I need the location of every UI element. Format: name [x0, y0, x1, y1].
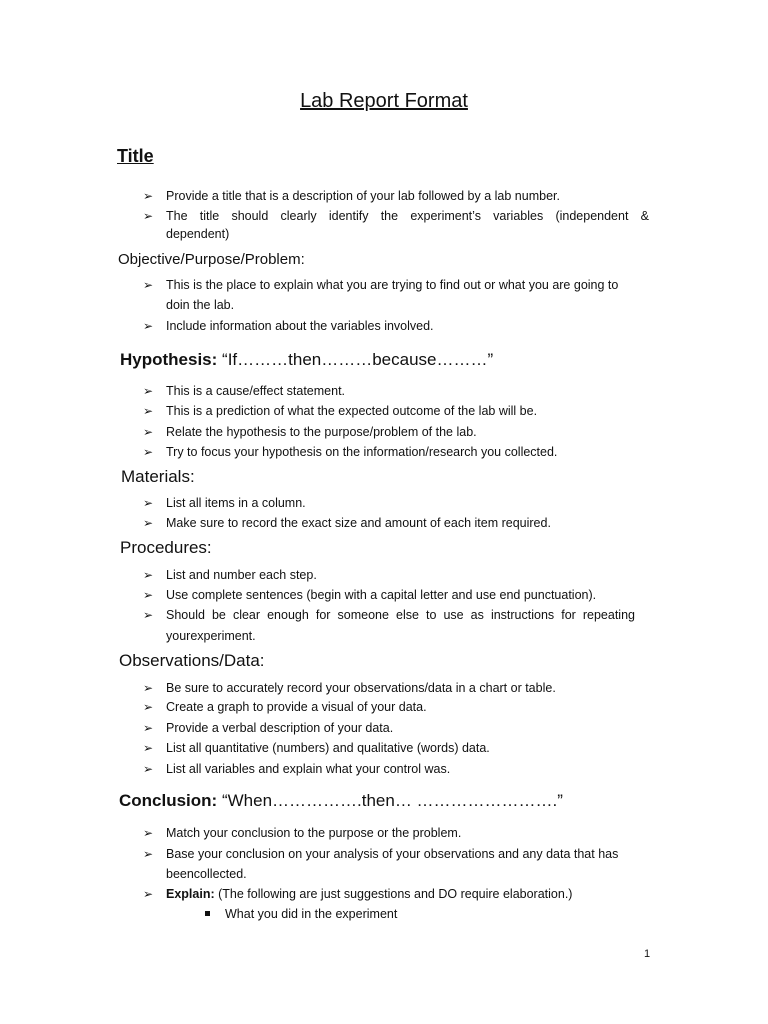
list-item: Be sure to accurately record your observations/data in a chart or table.	[166, 681, 556, 695]
list-item: The title should clearly identify the experiment’s variables (independent &	[166, 209, 649, 223]
list-item-continuation: dependent)	[166, 227, 230, 241]
list-item: Base your conclusion on your analysis of your observations and any data that has	[166, 847, 619, 861]
arrow-bullet-icon: ➢	[143, 826, 154, 840]
arrow-bullet-icon: ➢	[143, 762, 154, 776]
list-item: Match your conclusion to the purpose or the problem.	[166, 826, 462, 840]
arrow-bullet-icon: ➢	[143, 278, 154, 292]
list-item: Try to focus your hypothesis on the information/research you collected.	[166, 445, 558, 459]
arrow-bullet-icon: ➢	[143, 847, 154, 861]
hypothesis-template: “If………then………because………”	[222, 350, 494, 369]
arrow-bullet-icon: ➢	[143, 721, 154, 735]
arrow-bullet-icon: ➢	[143, 887, 154, 901]
list-item: Include information about the variables involved.	[166, 319, 434, 333]
list-item: Make sure to record the exact size and amount of each item required.	[166, 516, 551, 530]
arrow-bullet-icon: ➢	[143, 445, 154, 459]
arrow-bullet-icon: ➢	[143, 588, 154, 602]
list-item: This is the place to explain what you are trying to find out or what you are going to	[166, 278, 619, 292]
procedures-heading: Procedures:	[120, 538, 212, 557]
conclusion-label: Conclusion:	[119, 791, 218, 810]
square-bullet-icon	[205, 911, 210, 916]
materials-heading: Materials:	[121, 467, 195, 486]
arrow-bullet-icon: ➢	[143, 516, 154, 530]
arrow-bullet-icon: ➢	[143, 741, 154, 755]
arrow-bullet-icon: ➢	[143, 425, 154, 439]
hypothesis-label: Hypothesis:	[120, 350, 218, 369]
list-item-explain	[166, 884, 572, 904]
arrow-bullet-icon: ➢	[143, 384, 154, 398]
page-number: 1	[644, 948, 651, 960]
explain-text: (The following are just suggestions and DO require elaboration.)	[214, 887, 573, 901]
list-item: List all quantitative (numbers) and qualitative (words) data.	[166, 741, 490, 755]
arrow-bullet-icon: ➢	[143, 404, 154, 418]
list-item-continuation: doin the lab.	[166, 298, 235, 312]
sub-list-item: What you did in the experiment	[225, 907, 398, 921]
conclusion-heading	[119, 791, 563, 811]
hypothesis-heading	[120, 350, 493, 370]
list-item: Create a graph to provide a visual of your data.	[166, 700, 427, 714]
conclusion-template: “When…………….then… …………………….”	[221, 791, 563, 810]
arrow-bullet-icon: ➢	[143, 209, 154, 223]
arrow-bullet-icon: ➢	[143, 496, 154, 510]
arrow-bullet-icon: ➢	[143, 608, 154, 622]
arrow-bullet-icon: ➢	[143, 700, 154, 714]
list-item: Relate the hypothesis to the purpose/problem of the lab.	[166, 425, 477, 439]
list-item: This is a prediction of what the expected outcome of the lab will be.	[166, 404, 538, 418]
list-item-continuation: yourexperiment.	[166, 629, 256, 643]
list-item-continuation: beencollected.	[166, 867, 247, 881]
list-item: This is a cause/effect statement.	[166, 384, 346, 398]
observations-heading: Observations/Data:	[119, 651, 265, 670]
list-item: List all items in a column.	[166, 496, 306, 510]
arrow-bullet-icon: ➢	[143, 189, 154, 203]
list-item: Provide a verbal description of your data.	[166, 721, 394, 735]
list-item: Use complete sentences (begin with a capital letter and use end punctuation).	[166, 588, 597, 602]
arrow-bullet-icon: ➢	[143, 319, 154, 333]
title-heading: Title	[117, 146, 154, 166]
arrow-bullet-icon: ➢	[143, 568, 154, 582]
document-title: Lab Report Format	[300, 90, 468, 112]
arrow-bullet-icon: ➢	[143, 681, 154, 695]
list-item: Should be clear enough for someone else to use as instructions for repeating	[166, 608, 635, 622]
explain-label: Explain:	[166, 887, 215, 901]
list-item: List and number each step.	[166, 568, 317, 582]
list-item: List all variables and explain what your control was.	[166, 762, 451, 776]
list-item: Provide a title that is a description of your lab followed by a lab number.	[166, 189, 560, 203]
objective-heading: Objective/Purpose/Problem:	[118, 251, 305, 268]
